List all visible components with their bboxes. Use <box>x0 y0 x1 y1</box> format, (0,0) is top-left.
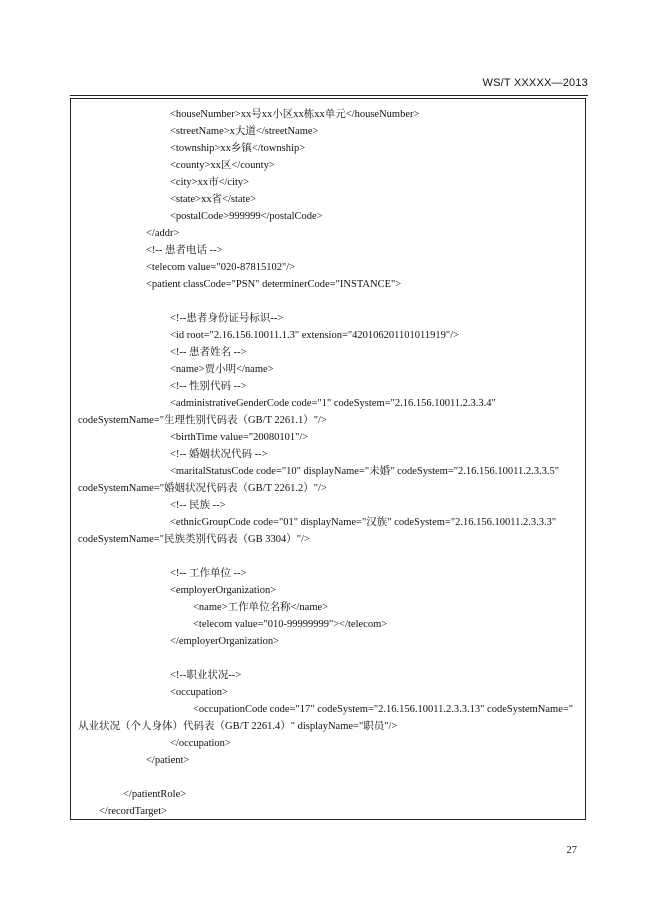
code-line: <telecom value="010-99999999"></telecom> <box>193 619 388 630</box>
code-line: <id root="2.16.156.10011.1.3" extension="420106201101011919"/> <box>170 330 460 341</box>
code-line: <!-- 民族 --> <box>170 500 226 511</box>
code-line: codeSystemName="婚姻状况代码表（GB/T 2261.2）"/> <box>78 483 327 494</box>
code-line: <!-- 婚姻状况代码 --> <box>170 449 268 460</box>
header-rule <box>70 95 588 96</box>
code-line: <patient classCode="PSN" determinerCode="INSTANCE"> <box>146 279 402 290</box>
code-line: <ethnicGroupCode code="01" displayName="汉族" codeSystem="2.16.156.10011.2.3.3.3" <box>170 517 557 528</box>
code-line: <occupationCode code="17" codeSystem="2.16.156.10011.2.3.3.13" codeSystemName=" <box>193 704 574 715</box>
code-line: <telecom value="020-87815102"/> <box>146 262 296 273</box>
code-line: <administrativeGenderCode code="1" codeSystem="2.16.156.10011.2.3.3.4" <box>170 398 496 409</box>
code-line: </patientRole> <box>123 789 187 800</box>
code-line: <postalCode>999999</postalCode> <box>170 211 323 222</box>
page-number: 27 <box>566 845 577 856</box>
code-line: </addr> <box>146 228 180 239</box>
code-line: </patient> <box>146 755 190 766</box>
code-line: <maritalStatusCode code="10" displayName="未婚" codeSystem="2.16.156.10011.2.3.3.5" <box>170 466 560 477</box>
code-line: <!-- 工作单位 --> <box>170 568 247 579</box>
code-line: <county>xx区</county> <box>170 160 275 171</box>
code-line: </occupation> <box>170 738 231 749</box>
code-line: </recordTarget> <box>99 806 168 817</box>
code-line: <!--职业状况--> <box>170 670 242 681</box>
code-line: <streetName>x大道</streetName> <box>170 126 319 137</box>
standard-code: WS/T XXXXX—2013 <box>482 77 588 89</box>
code-line: codeSystemName="生理性别代码表（GB/T 2261.1）"/> <box>78 415 327 426</box>
code-line: <!-- 性别代码 --> <box>170 381 247 392</box>
code-line: <name>贾小明</name> <box>170 364 274 375</box>
code-line: <city>xx市</city> <box>170 177 250 188</box>
code-line: 从业状况（个人身体）代码表（GB/T 2261.4）" displayName="职员"/> <box>78 721 398 732</box>
code-line: <houseNumber>xx号xx小区xx栋xx单元</houseNumber> <box>170 109 420 120</box>
code-line: <state>xx省</state> <box>170 194 257 205</box>
code-line: <township>xx乡镇</township> <box>170 143 306 154</box>
code-line: <name>工作单位名称</name> <box>193 602 329 613</box>
code-line: codeSystemName="民族类别代码表（GB 3304）"/> <box>78 534 310 545</box>
code-line: </employerOrganization> <box>170 636 280 647</box>
code-line: <!-- 患者电话 --> <box>146 245 223 256</box>
code-line: <employerOrganization> <box>170 585 277 596</box>
code-line: <!--患者身份证号标识--> <box>170 313 284 324</box>
code-line: <!-- 患者姓名 --> <box>170 347 247 358</box>
code-line: <birthTime value="20080101"/> <box>170 432 309 443</box>
code-line: <occupation> <box>170 687 228 698</box>
